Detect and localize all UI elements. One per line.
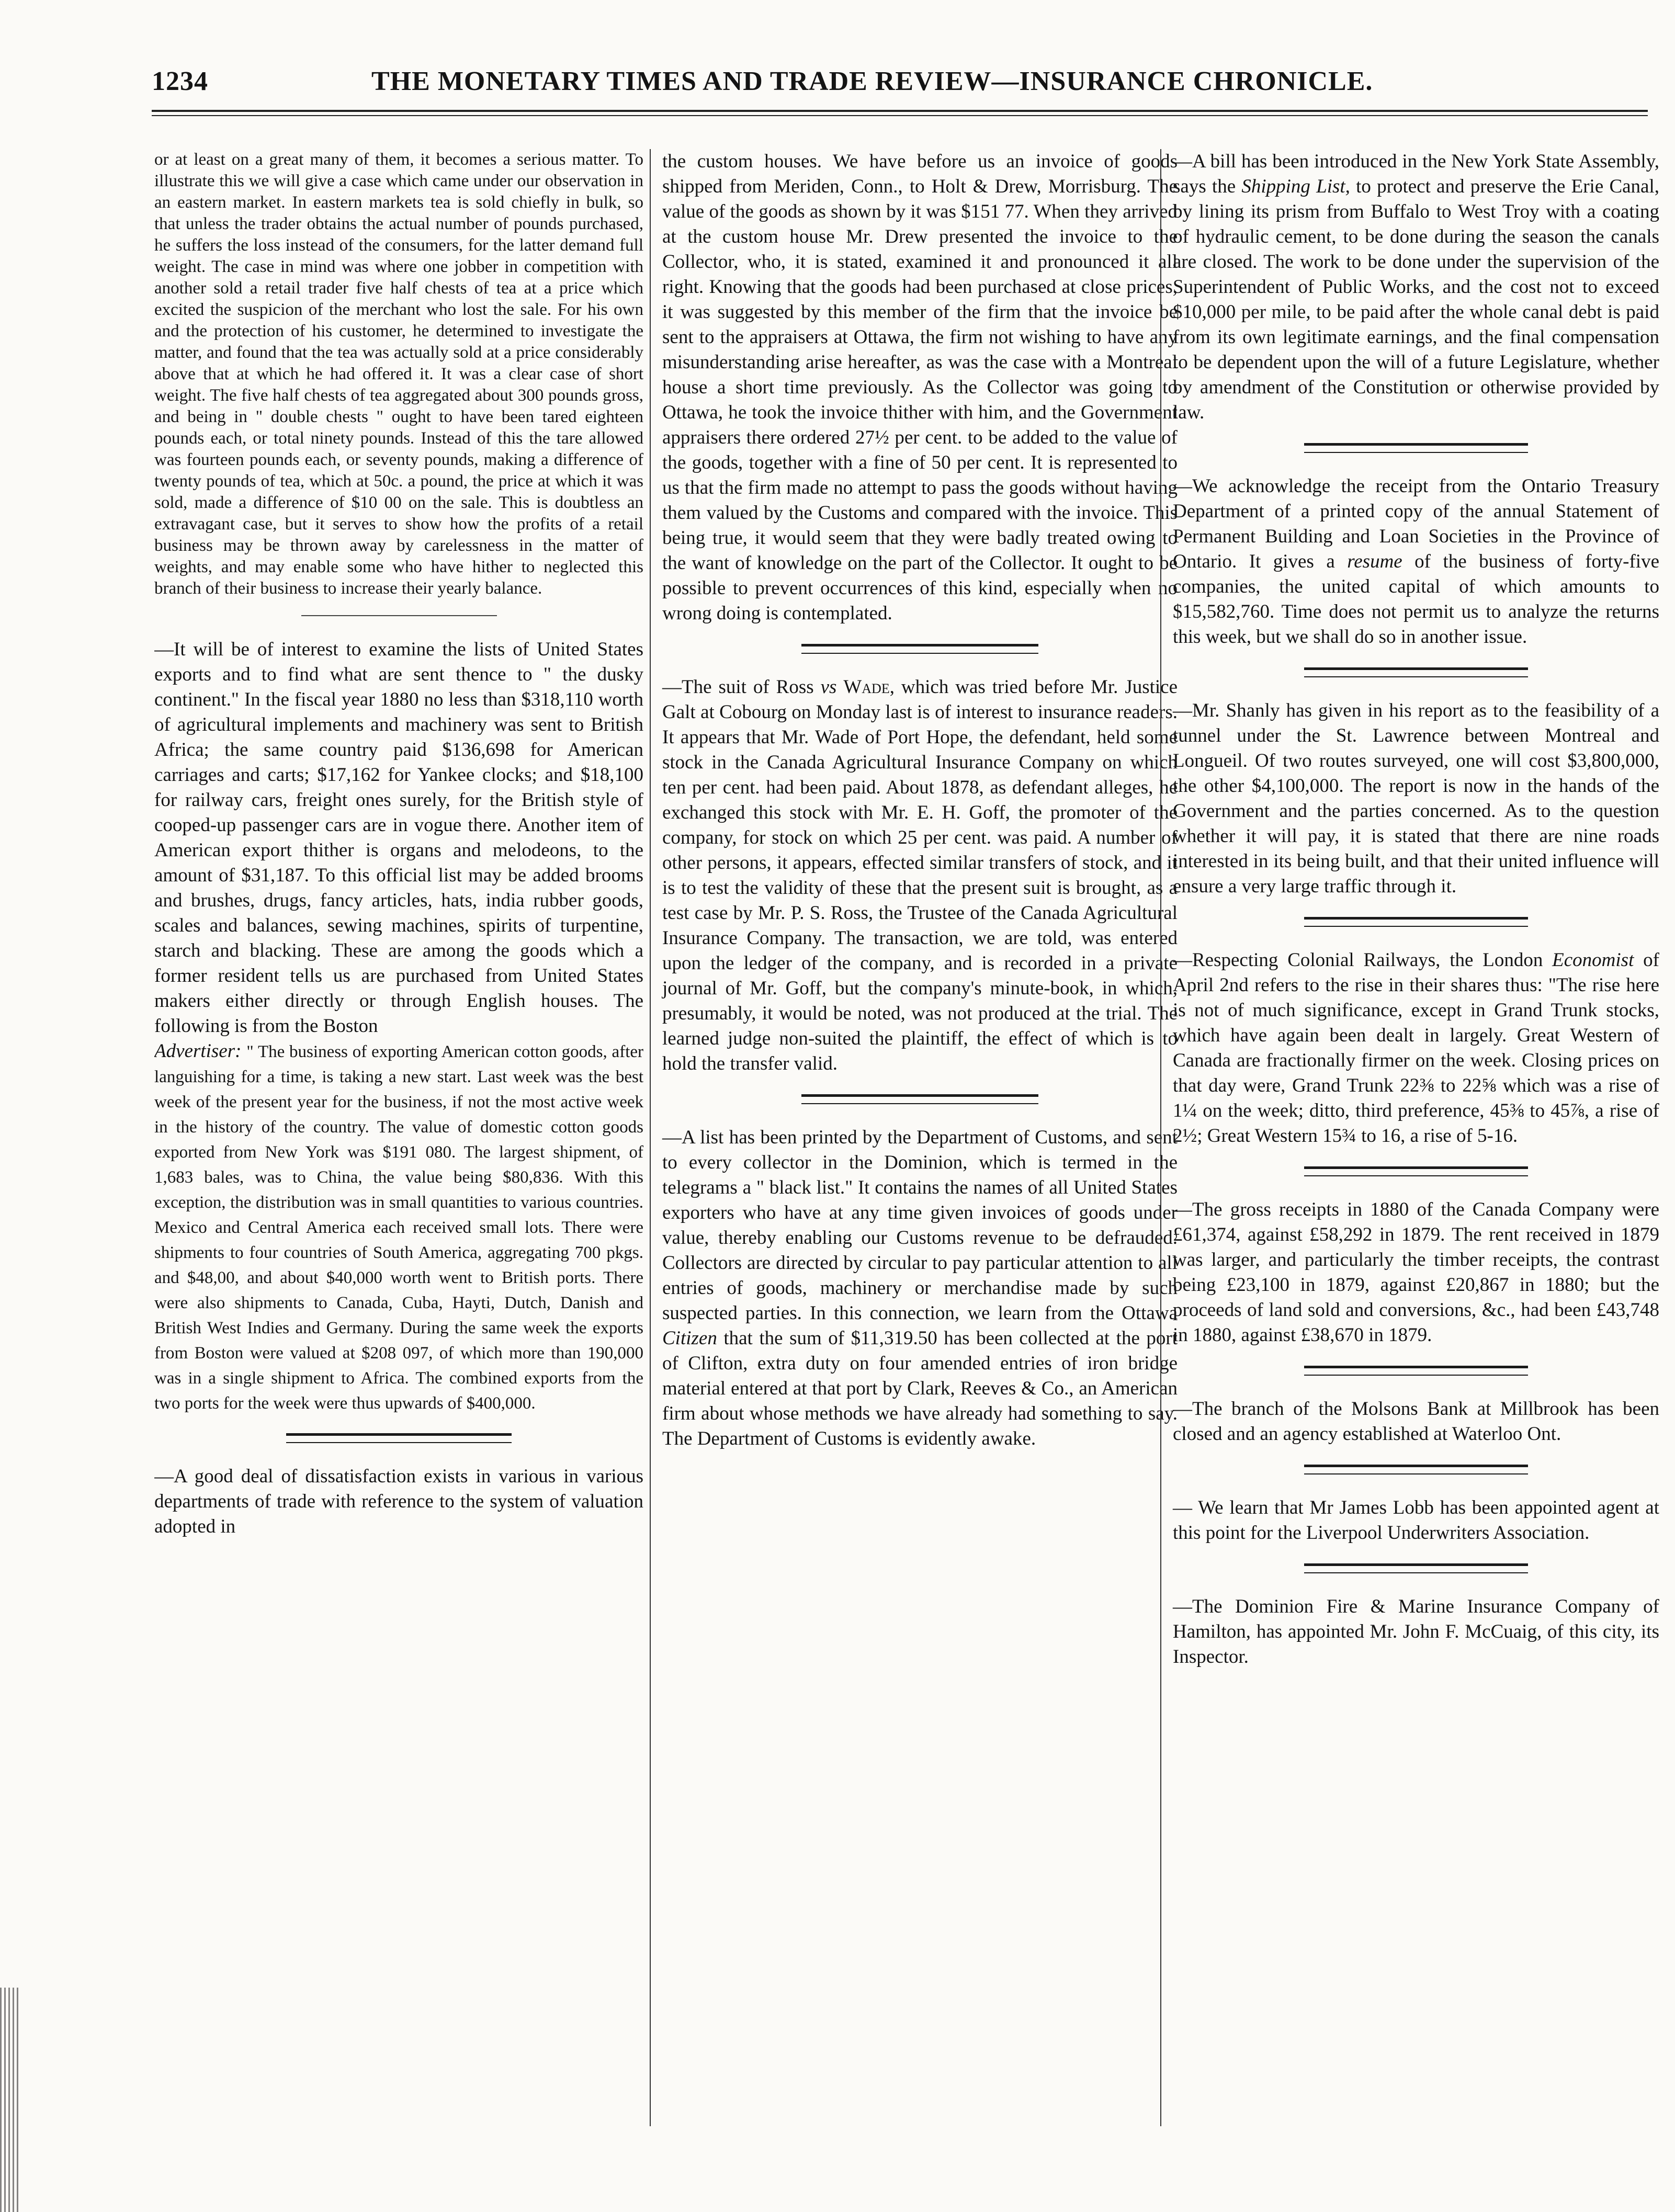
article-black-list bbox=[662, 1125, 1178, 1451]
article-james-lobb: — We learn that Mr James Lobb has been appointed agent at this point for the Liverpool Underwriters Association. bbox=[1173, 1497, 1659, 1544]
ottawa-citizen-title: Citizen bbox=[662, 1328, 717, 1349]
black-list-lead: —A list has been printed by the Department of Customs, and sent to every collector in the Dominion, which is termed in the telegrams a " black list." It contains the names of all United States exporters who have at any time given invoices of goods under value, thereby enabling our Customs revenue to be defrauded. Collectors are directed by circular to pay particular attention to all entries of goods, machinery or merchandise made by such suspected parties. In this connection, we learn from the Ottawa bbox=[662, 1127, 1178, 1324]
article-divider bbox=[1304, 1166, 1528, 1176]
article-divider bbox=[1304, 1465, 1528, 1474]
scan-edge-artifact bbox=[0, 1988, 21, 2212]
ross-wade-vs: vs bbox=[820, 676, 837, 698]
article-dominion-fire: —The Dominion Fire & Marine Insurance Company of Hamilton, has appointed Mr. John F. McCuaig, of this city, its Inspector. bbox=[1173, 1596, 1659, 1667]
black-list-body: that the sum of $11,319.50 has been collected at the port of Clifton, extra duty on four amended entries of iron bridge material entered at that port by Clark, Reeves & Co., an American firm about whose methods we have already had something to say. The Department of Customs is evidently awake. bbox=[662, 1328, 1178, 1449]
running-title: THE MONETARY TIMES AND TRADE REVIEW—INSURANCE CHRONICLE. bbox=[371, 66, 1373, 96]
article-tea-weight: or at least on a great many of them, it becomes a serious matter. To illustrate this we will give a case which came under our observation in an eastern market. In eastern markets tea is sold chiefly in bulk, so that unless the trader obtains the actual number of pounds purchased, he suffers the loss instead of the consumers, for the latter demand full weight. The case in mind was where one jobber in competition with another sold a retail trader five half chests of tea at a price which excited the suspicion of the merchant who lost the sale. For his own and the protection of his customer, he determined to investigate the matter, and found that the tea was actually sold at a price considerably above that at which he had offered it. It was a clear case of short weight. The five half chests of tea aggregated about 300 pounds gross, and being in " double chests " ought to have been tared eighteen pounds each, or total ninety pounds. Instead of this the tare allowed was fourteen pounds each, or seventy pounds, making a difference of twenty pounds of tea, which at 50c. a pound, the price at which it was sold, made a difference of $10 00 on the sale. This is doubtless an extravagant case, but it serves to show how the profits of a retail business may be thrown away by carelessness in the matter of weights, and may enable some who have hither to neglected this branch of their business to increase their yearly balance. bbox=[154, 150, 643, 598]
article-divider bbox=[301, 615, 497, 618]
erie-canal-body: to protect and preserve the Erie Canal, by lining its prism from Buffalo to West Troy with a coating of hydraulic cement, to be done during the season the canals are closed. The work to be done under the supervision of the Superintendent of Public Works, and the cost not to exceed $10,000 per mile, to be paid after the whole canal debt is paid from its own legitimate earnings, and the final compensation to be dependent upon the will of a future Legislature, whether by amendment of the Constitution or otherwise provided by law. bbox=[1173, 176, 1659, 423]
article-us-exports-text: —It will be of interest to examine the lists of United States exports and to find what are sent thence to " the dusky continent." In the fiscal year 1880 no less than $318,110 worth of agricultural implements and machinery was sent to British Africa; the same country paid $136,698 for American carriages and carts; $17,162 for Yankee clocks; and $18,100 for railway cars, freight ones surely, for the British style of cooped-up passenger cars are in vogue there. Another item of American export thither is organs and melodeons, to the amount of $31,187. To this official list may be added brooms and brushes, drugs, fancy articles, hats, india rubber goods, scales and balances, sewing machines, spirits of turpentine, starch and blacking. These are among the goods which a former resident tells us are purchased from United States makers either directly or through English houses. The following is from the Boston bbox=[154, 639, 643, 1037]
page-header bbox=[152, 56, 1648, 104]
ross-wade-body: which was tried before Mr. Justice Galt at Cobourg on Monday last is of interest to insurance readers. It appears that Mr. Wade of Port Hope, the defendant, held some stock in the Canada Agricultural Insurance Company on which ten per cent. had been paid. About 1878, as defendant alleges, he exchanged this stock with Mr. E. H. Goff, the promoter of the company, for stock on which 25 per cent. was paid. A number of other persons, it appears, effected similar transfers of stock, and it is to test the validity of these that the present suit is brought, as a test case by Mr. P. S. Ross, the Trustee of the Canada Agricultural Insurance Company. The transaction, we are told, was entered upon the ledger of the company, and is recorded in a private journal of Mr. Goff, but the company's minute-book, in which, presumably, it would be noted, was not produced at the trial. The learned judge non-suited the plaintiff, the effect of which is to hold the transfer valid. bbox=[662, 676, 1178, 1074]
article-divider bbox=[1304, 667, 1528, 677]
boston-advertiser-title: Advertiser: bbox=[154, 1040, 242, 1062]
article-divider bbox=[1304, 917, 1528, 927]
article-divider bbox=[801, 1094, 1038, 1104]
colonial-railways-lead: —Respecting Colonial Railways, the London bbox=[1173, 949, 1543, 971]
ontario-treasury-body: of the business of forty-five companies, the united capital of which amounts to $15,582,760. Time does not permit us to analyze the returns this week, but we shall do so in another issue. bbox=[1173, 551, 1659, 648]
article-divider bbox=[1304, 443, 1528, 453]
resume-word: resume bbox=[1347, 551, 1402, 572]
header-rule bbox=[152, 110, 1648, 116]
article-ontario-treasury bbox=[1173, 474, 1659, 650]
page-number: 1234 bbox=[152, 66, 208, 96]
erie-canal-lead: —A bill has been introduced in the New York State Assembly, says the bbox=[1173, 151, 1659, 197]
article-canada-company: —The gross receipts in 1880 of the Canada Company were £61,374, against £58,292 in 1879. The rent received in 1879 was larger, and particularly the timber receipts, the contrast being £23,100 in 1879, against £20,867 in 1880; but the proceeds of land sold and conversions, &c., had been £43,748 in 1880, against £38,670 in 1879. bbox=[1173, 1199, 1659, 1346]
article-us-exports bbox=[154, 637, 643, 1415]
ross-wade-lead: —The suit of Ross bbox=[662, 676, 814, 698]
article-erie-canal bbox=[1173, 149, 1659, 425]
article-st-lawrence-tunnel: —Mr. Shanly has given in his report as to the feasibility of a tunnel under the St. Lawrence between Montreal and Longueil. Of two routes surveyed, one will cost $3,800,000, the other $4,100,000. The report is now in the hands of the Government and the parties concerned. As to the question whether it will pay, it is stated that there are nine roads interested in its being built, and that their united influence will ensure a very large traffic through it. bbox=[1173, 700, 1659, 897]
article-ross-vs-wade bbox=[662, 675, 1178, 1076]
advertiser-quote: " The business of exporting American cotton goods, after languishing for a time, is taking a new start. Last week was the best week of the present year for the business, if not the most active week in the history of the country. The value of domestic cotton goods exported from New York was $191 080. The largest shipment, of 1,683 bales, was to China, the value being $80,836. With this exception, the distribution was in small quantities to various countries. Mexico and Central America each received small lots. There were shipments to four countries of South America, aggregating 700 pkgs. and $48,00, and about $40,000 worth went to British ports. There were also shipments to Canada, Cuba, Hayti, Dutch, Danish and British West Indies and Germany. During the same week the exports from Boston were valued at $208 097, of which more than 190,000 was in a single shipment to Africa. The combined exports from the two ports for the week were thus upwards of $400,000. bbox=[154, 1042, 643, 1413]
article-divider bbox=[801, 644, 1038, 654]
column-1 bbox=[154, 149, 643, 2126]
ontario-treasury-lead: —We acknowledge the receipt from the Ontario Treasury Department of a printed copy of the annual Statement of Permanent Building and Loan Societies in the Province of Ontario. It gives a bbox=[1173, 475, 1659, 572]
article-colonial-railways bbox=[1173, 948, 1659, 1149]
column-3 bbox=[1160, 149, 1659, 2126]
ross-wade-name: Wade, bbox=[843, 676, 895, 698]
economist-title: Economist bbox=[1552, 949, 1634, 971]
shipping-list-title: Shipping List, bbox=[1241, 176, 1350, 197]
article-divider bbox=[1304, 1563, 1528, 1573]
article-divider bbox=[286, 1433, 511, 1443]
article-molsons-bank: —The branch of the Molsons Bank at Millbrook has been closed and an agency established at Waterloo Ont. bbox=[1173, 1398, 1659, 1445]
article-custom-houses: the custom houses. We have before us an invoice of goods shipped from Meriden, Conn., to Holt & Drew, Morrisburg. The value of the goods as shown by it was $151 77. When they arrived at the custom house Mr. Drew presented the invoice to the Collector, who, it is stated, examined it and pronounced it all right. Knowing that the goods had been purchased at close prices, it was suggested by this member of the firm that the invoice be sent to the appraisers at Ottawa, the firm not wishing to have any misunderstanding arise hereafter, as was the case with a Montreal house a short time previously. As the Collector was going to Ottawa, he took the invoice thither with him, and the Government appraisers there ordered 27½ per cent. to be added to the value of the goods, together with a fine of 50 per cent. It is represented to us that the firm made no attempt to pass the goods without having them valued by the Customs and compared with the invoice. This being true, it would seem that they were badly treated owing to the want of knowledge on the part of the Collector. It ought to be possible to prevent occurrences of this kind, especially when no wrong doing is contemplated. bbox=[662, 151, 1178, 624]
column-2 bbox=[650, 149, 1178, 2126]
article-valuation-intro: —A good deal of dissatisfaction exists in various in various departments of trade with reference to the system of valuation adopted in bbox=[154, 1466, 643, 1537]
colonial-railways-body: of April 2nd refers to the rise in their shares thus: "The rise here is not of much significance, except in Grand Trunk stocks, which have again been dealt in largely. Great Western of Canada are fractionally firmer on the week. Closing prices on that day were, Grand Trunk 22⅜ to 22⅝ which was a rise of 1¼ on the week; ditto, third preference, 45⅜ to 45⅞, a rise of 2½; Great Western 15¾ to 16, a rise of 5-16. bbox=[1173, 949, 1659, 1147]
article-divider bbox=[1304, 1366, 1528, 1376]
